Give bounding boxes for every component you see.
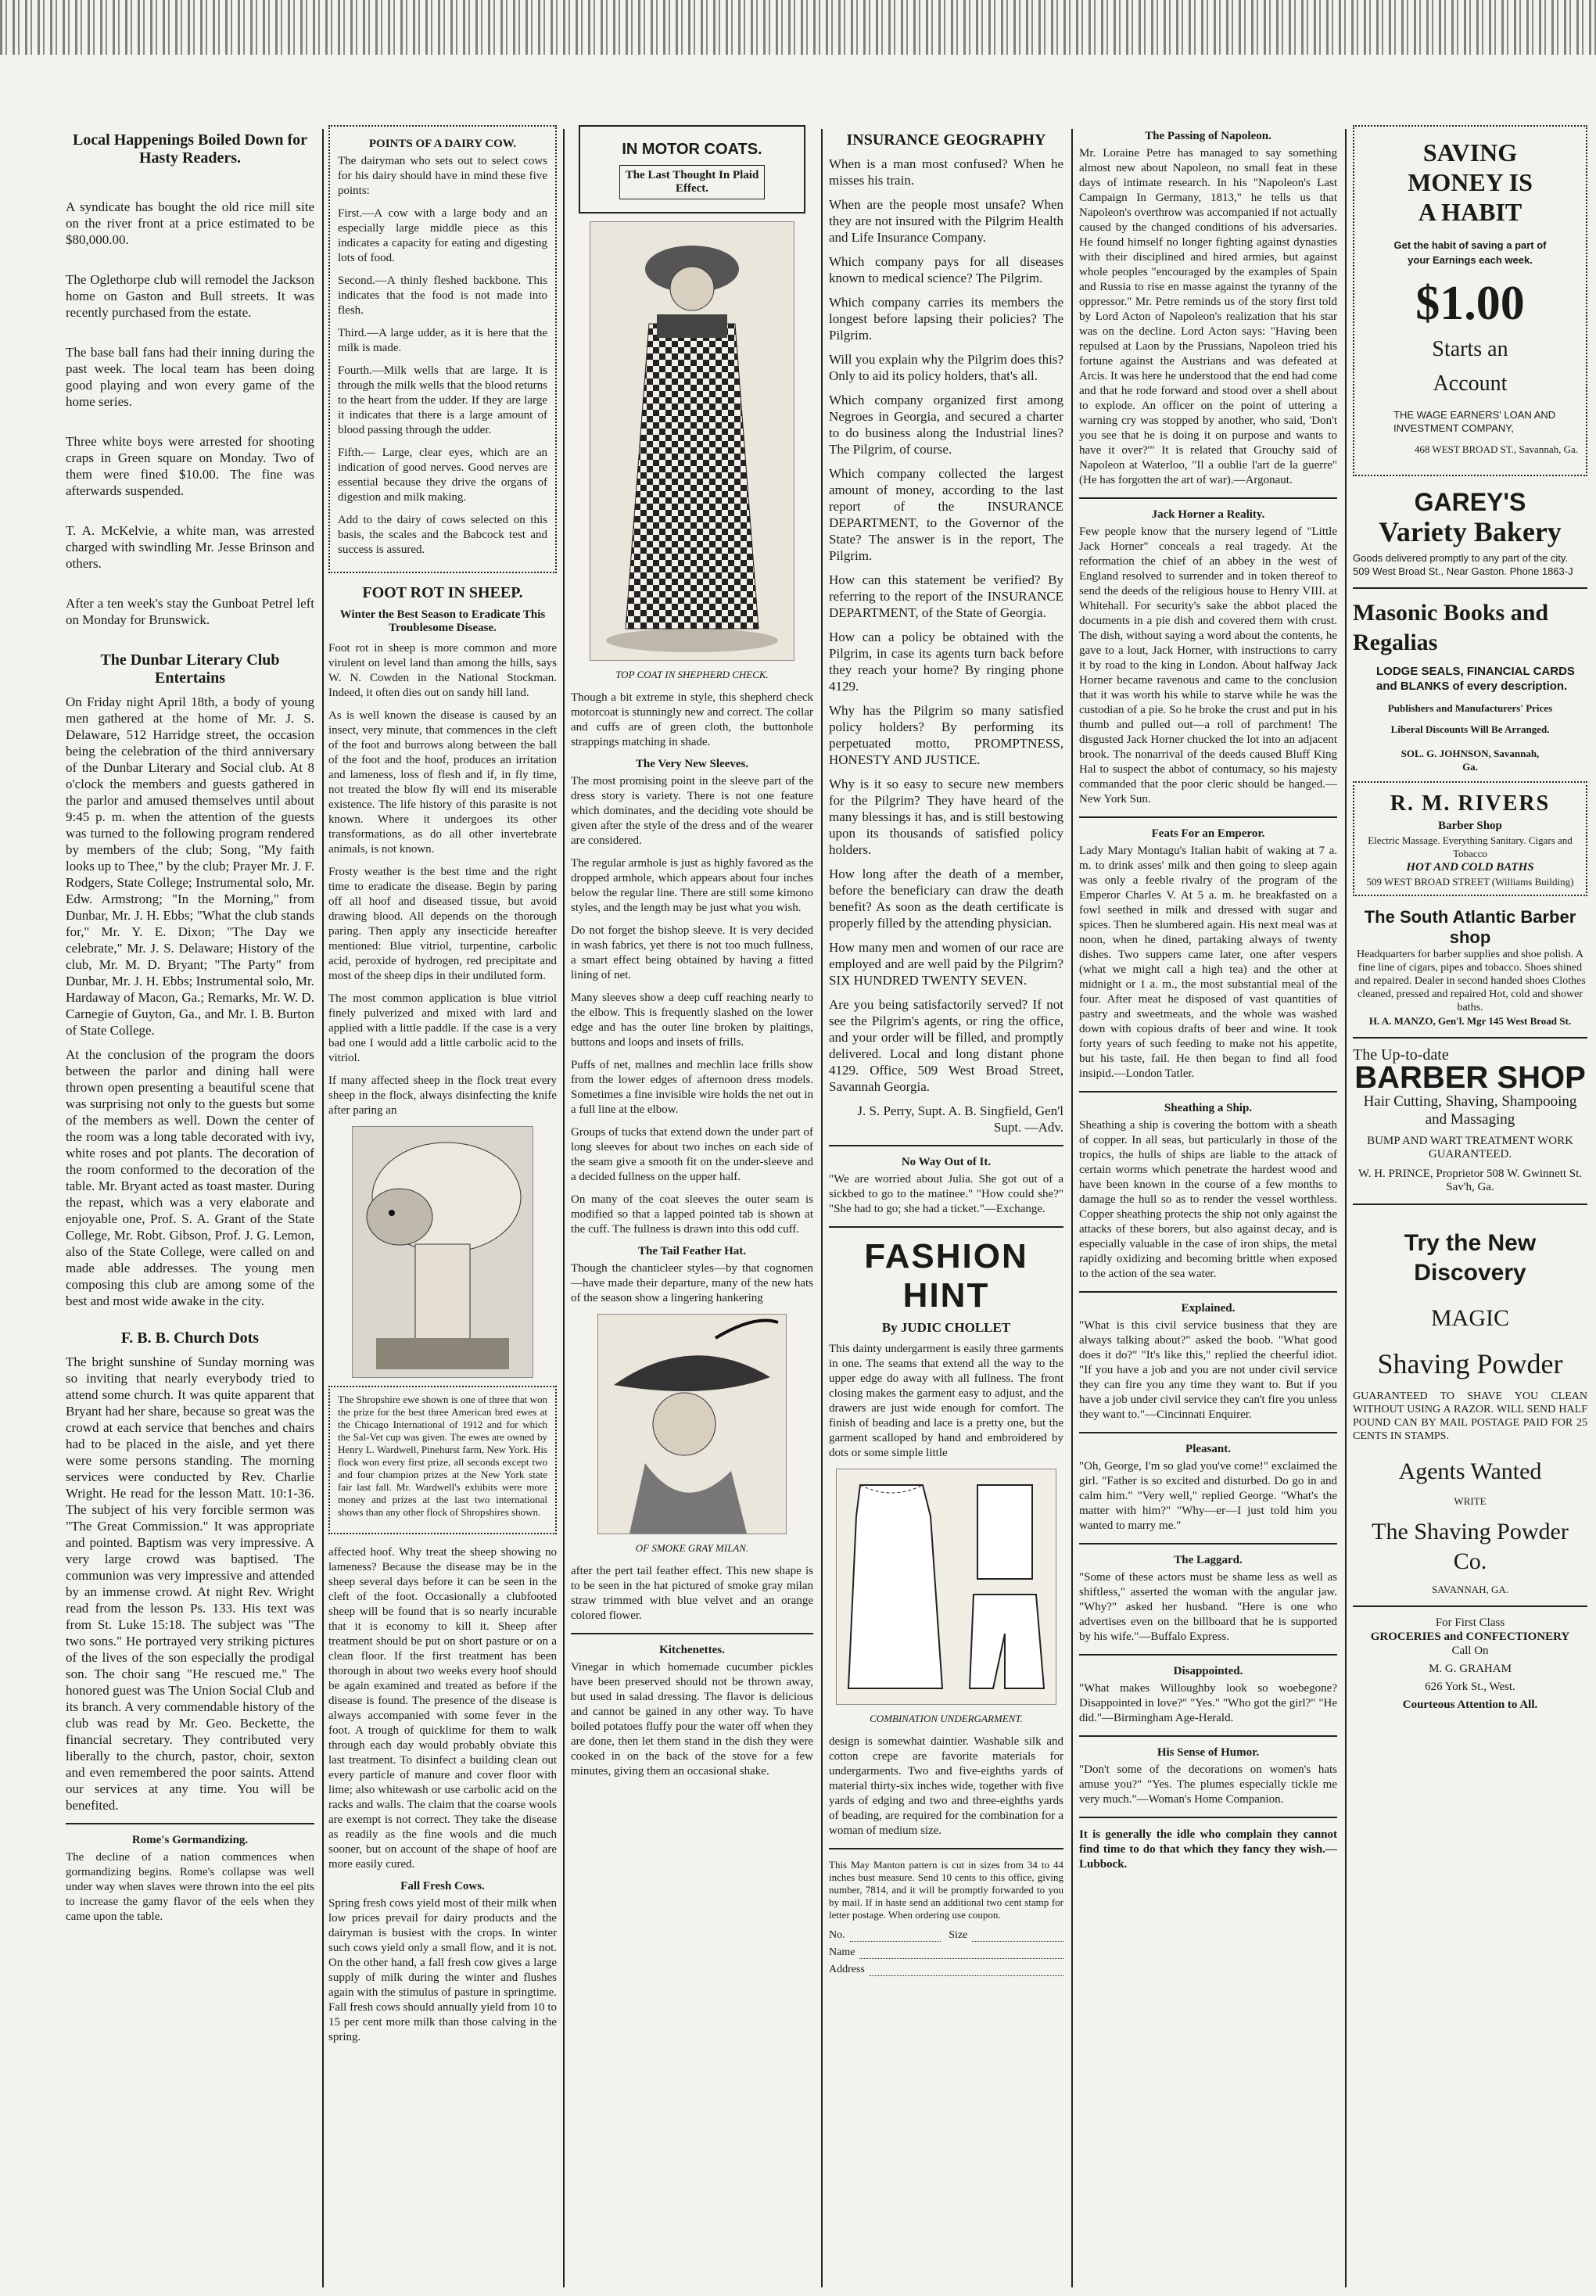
insurance-paragraph: How long after the death of a member, before the beneficiary can draw the death benefit? As soon as the death certificate is properly filled by the attending physician. xyxy=(829,866,1063,931)
sleeves-headline: The Very New Sleeves. xyxy=(635,758,749,770)
sab-details: Headquarters for barber supplies and shoe polish. A fine line of cigars, pipes and tobacco. Shoes shined and repaired. Dealer in second handed shoes Clothes cleaned, pressed and repaired Hot, cold and shower baths. xyxy=(1354,949,1586,1013)
rome-article: The decline of a nation commences when gormandizing begins. Rome's collapse was well under way when slaves were thrown into the eel pits to increase the gamy flavor of the eels when they came upon the table. xyxy=(66,1851,314,1923)
divider xyxy=(1079,1654,1337,1656)
garey-details: Goods delivered promptly to any part of the city. 509 West Broad St., Near Gaston. Phone 1863-J xyxy=(1353,552,1573,577)
dairy-paragraph: Third.—A large udder, as it is here that the milk is made. xyxy=(338,327,547,354)
column-6-ads xyxy=(1353,125,1587,1720)
foot-rot-paragraph: If many affected sheep in the flock treat every sheep in the flock, always disinfecting the knife after paring an xyxy=(328,1074,557,1117)
graham-title: GROCERIES and CONFECTIONERY xyxy=(1370,1631,1570,1643)
humor-article: "Don't some of the decorations on women's hats amuse you?" "Yes. The plumes especially tickle me very much."—Woman's Home Companion. xyxy=(1079,1763,1337,1806)
foot-rot-paragraph: The most common application is blue vitriol finely pulverized and mixed with lard and applied with a little paddle. If the case is a very bad one I would add a little carbolic acid to the vitriol. xyxy=(328,992,557,1064)
sheep-illustration xyxy=(352,1126,533,1378)
tail-feather-article: Though the chanticleer styles—by that cognomen—have made their departure, many of the new hats of the season show a lingering hankering xyxy=(571,1262,813,1304)
divider xyxy=(1079,497,1337,499)
insurance-headline: INSURANCE GEOGRAPHY xyxy=(846,131,1046,149)
divider xyxy=(1079,1291,1337,1293)
fall-fresh-article: Spring fresh cows yield most of their milk when low prices prevail for dairy products and the dairyman is busiest with the crops. In winter such cows yield only a small flow, and it is not. On the other hand, a fall fresh cow gives a large supply of milk during the winter and flushes again with the stimulus of pasture in springtime. Fall fresh cows should annually yield from 10 to 15 per cent more milk than those calving in the spring. xyxy=(328,1897,557,2043)
divider xyxy=(66,1823,314,1824)
masonic-ad xyxy=(1353,598,1587,773)
sleeves-paragraph: Groups of tucks that extend down the under part of long sleeves for about two inches on each side of the seam give a smooth fit on the under-sleeve and a decided fullness on the upper half. xyxy=(571,1126,813,1183)
coupon-name-field[interactable] xyxy=(829,1946,1063,1959)
local-item: The Oglethorpe club will remodel the Jackson home on Gaston and Bull streets. It was recently purchased from the estate. xyxy=(66,272,314,320)
no-way-headline: No Way Out of It. xyxy=(901,1156,992,1168)
horner-headline: Jack Horner a Reality. xyxy=(1151,508,1265,521)
rome-headline: Rome's Gormandizing. xyxy=(131,1834,249,1846)
insurance-paragraph: Will you explain why the Pilgrim does this? Only to aid its policy holders, that's all. xyxy=(829,352,1063,383)
local-happenings-headline: Local Happenings Boiled Down for Hasty Readers. xyxy=(72,131,308,167)
divider xyxy=(1079,1543,1337,1544)
foot-rot-subhead: Winter the Best Season to Eradicate This Troublesome Disease. xyxy=(339,608,546,634)
insurance-paragraph: Are you being satisfactorily served? If not see the Pilgrim's agents, or ring the office, and your order will be filled, and promptly delivered. Local and long distant phone 4129. Office, 509 West Broad Street, Savannah Georgia. xyxy=(829,997,1063,1094)
humor-headline: His Sense of Humor. xyxy=(1157,1746,1260,1759)
hat-illustration xyxy=(597,1314,787,1534)
horner-article: Few people know that the nursery legend of "Little Jack Horner" conceals a real tragedy. At the reformation the chief of an abbey in the west of England resolved to surrender and in token thereof to send the deeds of the religious house to Henry VIII. at Whitehall. For security's sake the abbot placed the documents in a pie dish and covered them with crust. The dish, without saying a word about the contents, he gave to a lout, Jack Horner, with instructions to carry it by road to the king in London. About halfway Jack Horner became ravenous and came to the conclusion that it was worth his while to starve while he was the custodian of a pie. So he broke the crust and put in his thumb and pulled out—a roll of parchment! The disgusted Jack Horner chucked the lot into an adjacent brook. The nonarrival of the deeds caused Bluff King Hal to suspect the abbot of contumacy, so his majesty commanded that the poor cleric should be hanged.—New York Sun. xyxy=(1079,526,1337,805)
agents-write: WRITE xyxy=(1454,1495,1487,1507)
sheep-caption: The Shropshire ewe shown is one of three that won the prize for the best three American bred ewes at the Chicago International of 1912 and for which the Sal-Vet cup was given. The ewes are owned by Henry L. Wardwell, Pinehurst farm, New York. His flock won every first prize, all seconds except two and four champion prizes at the New York state fair last fall. Mr. Wardwell's exhibits were more money and prizes at the last two international shows than any other flock of Shropshires shown. xyxy=(338,1394,547,1518)
disappointed-article: "What makes Willoughby look so woebegone? Disappointed in love?" "Yes." "Who got the girl?" "He did."—Birmingham Age-Herald. xyxy=(1079,1682,1337,1724)
explained-headline: Explained. xyxy=(1181,1302,1236,1315)
insurance-paragraph: Why has the Pilgrim so many satisfied policy holders? By performing its perpetuated motto, PROMPTNESS, HONESTY AND JUSTICE. xyxy=(829,703,1063,767)
column-rule xyxy=(1071,129,1073,2287)
fashion-paragraph: design is somewhat daintier. Washable silk and cotton crepe are favorite materials for undergarments. Two and five-eighths yards of material thirty-six inches wide, together with five yards of edging and two and three-eighths yards of beading, are required for the combination for a woman of medium size. xyxy=(829,1735,1063,1837)
coupon-address-label: Address xyxy=(829,1964,865,1975)
motor-coats-headline: IN MOTOR COATS. xyxy=(622,141,762,158)
insurance-paragraph: When are the people most unsafe? When they are not insured with the Pilgrim Health and Life Insurance Company. xyxy=(829,197,1063,245)
updated-title: BARBER SHOP xyxy=(1354,1060,1586,1095)
undergarment-caption: COMBINATION UNDERGARMENT. xyxy=(870,1713,1023,1724)
rivers-ad xyxy=(1353,781,1587,896)
motor-coats-box xyxy=(579,125,805,213)
column-5 xyxy=(1079,125,1337,1880)
sleeves-paragraph: Do not forget the bishop sleeve. It is very decided in wash fabrics, yet there is not too much fullness, a smart effect being obtained by having a fitted lining of net. xyxy=(571,924,813,981)
shaving-company: The Shaving Powder Co. xyxy=(1372,1519,1569,1574)
coupon-number-field[interactable] xyxy=(829,1929,1063,1942)
motor-coats-subhead: The Last Thought In Plaid Effect. xyxy=(625,169,759,195)
insurance-paragraph: How many men and women of our race are employed and are well paid by the Pilgrim? SIX HUNDRED TWENTY SEVEN. xyxy=(829,940,1063,988)
coat-caption: TOP COAT IN SHEPHERD CHECK. xyxy=(615,669,769,680)
napoleon-article: Mr. Loraine Petre has managed to say something almost new about Napoleon, no small feat in these days of intimate research. In his "Napoleon's Last Campaign In Germany, 1813," he tells us that Napoleon's overthrow was accompanied if not actually caused by the changed conditions of his adversaries. He found himself no longer fighting against dynasties with their disciplined and hired armies, but against whole peoples "encouraged by the examples of Spain and Russia to rise en masse against the tyranny of the oppressor." Mr. Petre reminds us of the story first told by Lord Acton of Napoleon's realization that his star was on the decline. Lord Acton says: "Having been repulsed at Laon by the Prussians, Napoleon tried his fortune against the Austrians and was defeated at Arcis. It was here he understood that the end had come and that he rode forward and stood over a shell about to explode. An officer on the point of uttering a warning cry was stopped by another, who said, 'Don't you see that he is doing it on purpose and wants to have it over?'" It is related that Grouchy said of Napoleon at Waterloo, "Il a oublie l'art de la guerre" (He has forgotten the art of war).—Argonaut. xyxy=(1079,147,1337,486)
rivers-title: Barber Shop xyxy=(1438,820,1502,832)
foot-rot-paragraph: affected hoof. Why treat the sheep showing no lameness? Because the disease may be in the sheep several days before it can be seen in the cleft of the foot. Occasionally a clubfooted sheep will be found that is so nearly incurable that it is economy to kill it. Sheep after treatment should be put on short pasture or on a clean floor. If the first treatment has been thorough in about two weeks every hoof should be again examined and treated as before if the disease is found. The presence of the disease is always accompanied with some fever in the foot. A trough of quicklime for them to walk through each day would probably obviate this last treatment. To disinfect a building clean out every particle of manure and cover floor with lime; also whitewash or use carbolic acid on the racks and walls. The claim that the coarse wools are exempt is not correct. They take the disease as readily as the fine wools and die much sooner, but on account of the shape of hoof are more easily cured. xyxy=(328,1546,557,1871)
masonic-title: Masonic Books and Regalias xyxy=(1353,600,1549,655)
updated-warrant: BUMP AND WART TREATMENT WORK GUARANTEED. xyxy=(1367,1135,1573,1161)
dairy-paragraph: Add to the dairy of cows selected on this basis, the scales and the Babcock test and success is assured. xyxy=(338,514,547,556)
sleeves-paragraph: The regular armhole is just as highly favored as the dropped armhole, which appears about four inches below the regular line. There are still some kimono styles, and the length may be just what you wish. xyxy=(571,857,813,914)
column-rule xyxy=(322,129,324,2287)
dairy-paragraph: Second.—A thinly fleshed backbone. This indicates that the food is not made into flesh. xyxy=(338,274,547,317)
divider xyxy=(571,1633,813,1634)
graham-name: M. G. GRAHAM xyxy=(1429,1663,1512,1675)
sleeves-paragraph: Puffs of net, mallnes and mechlin lace frills show from the lower edges of afternoon dress models. Sometimes a fine invisible wire holds the net out in a full line at the elbow. xyxy=(571,1059,813,1116)
fbb-headline: F. B. B. Church Dots xyxy=(120,1329,260,1347)
hat-article: after the pert tail feather effect. This new shape is to be seen in the hat pictured of smoke gray milan straw trimmed with blue velvet and an orange colored flower. xyxy=(571,1565,813,1622)
column-rule xyxy=(821,129,823,2287)
divider xyxy=(1353,1204,1587,1205)
idle-quip: It is generally the idle who complain they cannot find time to do that which they fancy they wish.—Lubbock. xyxy=(1079,1828,1337,1871)
emperor-headline: Feats For an Emperor. xyxy=(1151,827,1265,840)
rivers-baths: HOT AND COLD BATHS xyxy=(1406,861,1534,874)
sab-title: The South Atlantic Barber shop xyxy=(1364,907,1576,947)
laggard-article: "Some of these actors must be shame less as well as shiftless," asserted the woman with the angular jaw. "Why?" asked her husband. "Here is one who advertises even on the billboard that he is supported by his wife."—Buffalo Express. xyxy=(1079,1571,1337,1643)
sheep-caption-box xyxy=(328,1386,557,1534)
insurance-paragraph: Which company carries its members the longest before lapsing their policies? The Pilgrim. xyxy=(829,295,1063,343)
insurance-paragraph: How can a policy be obtained with the Pilgrim, in case its agents turn back before they reach your home? By ringing phone 4129. xyxy=(829,630,1063,694)
foot-rot-paragraph: Frosty weather is the best time and the right time to eradicate the disease. Begin by paring off all hoof and diseased tissue, but avoid drawing blood. All depends on the thorough paring. Then apply any insecticide hereafter mentioned: Blue vitriol, turpentine, carbolic acid, peroxide of hydrogen, red precipitate and most of the sheep dips in their undiluted form. xyxy=(328,866,557,982)
insurance-signature: J. S. Perry, Supt. A. B. Singfield, Gen'l Supt. —Adv. xyxy=(857,1103,1063,1135)
divider xyxy=(1079,1817,1337,1818)
graham-tagline: Courteous Attention to All. xyxy=(1402,1699,1538,1711)
coat-description: Though a bit extreme in style, this shepherd check motorcoat is stunningly new and correct. The collar and cuffs are of green cloth, the buttonhole strappings matching in shade. xyxy=(571,691,813,748)
kitchenettes-article: Vinegar in which homemade cucumber pickles have been preserved should not be thrown away, but used in salad dressing. The flavor is delicious and cannot be gained in any other way. To have boiled potatoes fluffy pour the water off when they are done, then let them stand in the dish they were cooked in on the back of the stove for a few minutes, giving them an occasional shake. xyxy=(571,1661,813,1778)
divider xyxy=(1079,1735,1337,1737)
sheathing-article: Sheathing a ship is covering the bottom with a sheath of copper. In all seas, but particularly in those of the tropics, the hulls of ships are liable to the attack of certain worms which penetrate the hardest wood and have been known in the course of a few months to damage the hull so as to render the vessel worthless. Copper sheathing protects the ship not only against the attacks of these borers, but also against decay, and is especially valuable in the case of iron ships, the metal rapidly oxidizing and becoming brittle when exposed to the action of the sea water. xyxy=(1079,1119,1337,1280)
foot-rot-paragraph: As is well known the disease is caused by an insect, very minute, that commences in the cleft of the foot and burrows along between the ball of the foot and the hoof, produces an irritation and lameness, loss of flesh and if, in fly time, not treated the blow fly will end its miserable existence. The life history of this parasite is not known. Where it undergoes its other transformations, as do all other invertebrate animals, is not known. xyxy=(328,709,557,856)
explained-article: "What is this civil service business that they are always talking about?" asked the boob. "What good does it do?" "It's like this," replied the cheerful idiot. "If you have a job and you are not under civil service they can fire you any time they want to. But if you have a job under civil service they can't fire you unless they want to."—Cincinnati Enquirer. xyxy=(1079,1319,1337,1421)
coupon-number-label: No. xyxy=(829,1929,845,1941)
magic-line: MAGIC xyxy=(1430,1305,1509,1331)
column-rule xyxy=(563,129,565,2287)
insurance-paragraph: Why is it so easy to secure new members for the Pilgrim? They have heard of the many blessings it has, and is still bestowing upon its thousands of satisfied policy holders. xyxy=(829,777,1063,857)
hat-caption: OF SMOKE GRAY MILAN. xyxy=(635,1542,749,1554)
scan-edge-top xyxy=(0,0,1596,55)
saving-line: MONEY IS xyxy=(1408,168,1533,196)
garey-ad xyxy=(1353,487,1587,578)
divider xyxy=(1079,816,1337,818)
no-way-article: "We are worried about Julia. She got out of a sickbed to go to the matinee." "How could she?" "She had to go; she had a ticket."—Exchange. xyxy=(829,1173,1063,1215)
agents-wanted: Agents Wanted xyxy=(1398,1458,1542,1484)
laggard-headline: The Laggard. xyxy=(1174,1554,1243,1566)
magic-line: Shaving Powder xyxy=(1377,1348,1563,1379)
fall-fresh-headline: Fall Fresh Cows. xyxy=(400,1880,485,1892)
dairy-paragraph: Fifth.— Large, clear eyes, which are an indication of good nerves. Good nerves are essential because they drive the organs of digestion and milk making. xyxy=(338,447,547,504)
dairy-paragraph: The dairyman who sets out to select cows for his dairy should have in mind these five points: xyxy=(338,155,547,197)
insurance-paragraph: When is a man most confused? When he misses his train. xyxy=(829,156,1063,188)
dunbar-article: On Friday night April 18th, a body of young men gathered at the home of Mr. J. S. Delaware, 512 Harridge street, the occasion being the celebration of the third anniversary of the Dunbar Literary and Social club. At 8 o'clock the members and guests gathered in the parlor and amused themselves until about 9:45 p. m. when the attention of the guests was turned to the following program rendered by members of the club; Song, "My faith looks up to Thee," by the club; Prayer Mr. J. F. Rodgers, State College; Instrumental solo, Mr. Edw. Armstrong; "In the Morning," from Dunbar, Mr. J. H. Ebbs; "What the club stands for," Mr. Y. E. Dixon; "The Day we celebrate," Mr. J. S. Delaware; History of the club, Mr. M. D. Bryant; "The Party" from Dunbar, Mr. J. H. Ebbs; Instrumental solo, Mr. Hardaway of Macon, Ga.; Remarks, Mr. W. D. Carnegie of Guyton, Ga., and Mr. I. B. Burton of State College. xyxy=(66,694,314,1038)
saving-line: SAVING xyxy=(1422,138,1518,167)
foot-rot-headline: FOOT ROT IN SHEEP. xyxy=(362,584,523,601)
graham-ad xyxy=(1353,1616,1587,1712)
saving-line: A HABIT xyxy=(1418,198,1522,226)
coupon-size-label: Size xyxy=(949,1929,968,1941)
dairy-paragraph: First.—A cow with a large body and an especially large middle piece as this indicates a capacity for eating and digesting lots of food. xyxy=(338,207,547,264)
local-item: The base ball fans had their inning during the past week. The local team has been doing good playing and won every game of the home series. xyxy=(66,345,314,409)
foot-rot-paragraph: Foot rot in sheep is more common and more virulent on level land than among the hills, says W. N. Cowden in the National Stockman. Indeed, it often dies out on sandy hill land. xyxy=(328,642,557,699)
divider xyxy=(1079,1432,1337,1433)
divider xyxy=(829,1848,1063,1849)
magic-details: GUARANTEED TO SHAVE YOU CLEAN WITHOUT USING A RAZOR. WILL SEND HALF POUND CAN BY MAIL POSTAGE PAID FOR 25 CENTS IN STAMPS. xyxy=(1353,1390,1587,1442)
local-item: After a ten week's stay the Gunboat Petrel left on Monday for Brunswick. xyxy=(66,596,314,627)
tail-feather-headline: The Tail Feather Hat. xyxy=(637,1245,747,1257)
masonic-publishers: Publishers and Manufacturers' Prices xyxy=(1387,702,1553,714)
saving-money-ad xyxy=(1353,125,1587,476)
sleeves-paragraph: Many sleeves show a deep cuff reaching nearly to the elbow. This is frequently slashed on the lower edge and has the outer line broken by plaitings, buttons and loops and insets of frills. xyxy=(571,992,813,1049)
column-4 xyxy=(829,125,1063,1981)
divider xyxy=(1353,1605,1587,1607)
disappointed-headline: Disappointed. xyxy=(1173,1665,1243,1677)
fashion-paragraph: This dainty undergarment is easily three garments in one. The seams that extend all the way to the upper edge do away with all fullness. The front closing makes the garment easy to adjust, and the drawers are just wide enough for comfort. The finish of beading and lace is a pretty one, but the garment scalloped by hand and embroidered by dots or some simple little xyxy=(829,1343,1063,1459)
pleasant-headline: Pleasant. xyxy=(1185,1443,1231,1455)
dairy-headline: POINTS OF A DAIRY COW. xyxy=(368,138,517,150)
column-2 xyxy=(328,125,557,2053)
dunbar-article: At the conclusion of the program the doors between the parlor and dining hall were thrown open presenting a beautiful scene that was surprising not only to the guests but some of the members as well. Down the center of the room was a long table decorated with ivy, white roses and pot plants. The decoration of the room conformed to the decoration of the table. Mr. Bryant acted as toast master. During the repast, which was a very elaborate and enjoyable one, Prof. S. A. Grant of the State College, Mr. Robt. Gibson, Prof. J. G. Lemon, also of the State College, were called on and made able addresses. The young men composing this club are among some of the best and most wide awake in the city. xyxy=(66,1047,314,1308)
pattern-notice: This May Manton pattern is cut in sizes from 34 to 44 inches bust measure. Send 10 cents to this office, giving number, 7814, and it will be promptly forwarded to you by mail. If in haste send an additional two cent stamp for letter postage. When ordering use coupon. xyxy=(829,1859,1063,1921)
emperor-article: Lady Mary Montagu's Italian habit of waking at 7 a. m. to drink asses' milk and then going to sleep again was only a feeble rivalry of the program of the Emperor Charles V. At 5 a. m. he breakfasted on a fowl seethed in milk and dressed with sugar and spices. Then he slumbered again. His next meal was at noon, when he dined, partaking always of twenty dishes. Two suppers came later, one after vespers (what we might call a high tea) and the other at midnight or 1 a. m., the most substantial meal of the four. After meat he disposed of vast quantities of pastry and sweetmeats, and the whole was washed down with copious drafts of beer and wine. It took forty years of such feeding to make not his appetite, but his taste, fail. He then began to find all food insipid.—London Tatler. xyxy=(1079,845,1337,1080)
sleeves-paragraph: The most promising point in the sleeve part of the dress story is variety. There is not one feature which dominates, and the deciding vote should be given after the style of the dress and of the wearer are considered. xyxy=(571,775,813,847)
divider xyxy=(1079,1091,1337,1092)
dairy-cow-box xyxy=(328,125,557,573)
fashion-hint-headline: FASHION HINT xyxy=(864,1237,1028,1315)
napoleon-headline: The Passing of Napoleon. xyxy=(1145,130,1271,142)
insurance-paragraph: Which company collected the largest amount of money, according to the last report of the INSURANCE DEPARTMENT, to the Governor of the State? The answer is in the report, The Pilgrim. xyxy=(829,466,1063,563)
saving-account: Account xyxy=(1433,371,1508,396)
undergarment-illustration xyxy=(836,1469,1056,1705)
graham-address: 626 York St., West. xyxy=(1425,1681,1515,1693)
updated-owner: W. H. PRINCE, Proprietor 508 W. Gwinnett St. Sav'h, Ga. xyxy=(1357,1168,1583,1193)
magic-line: Try the New Discovery xyxy=(1404,1230,1537,1286)
dunbar-headline: The Dunbar Literary Club Entertains xyxy=(100,651,280,687)
kitchenettes-headline: Kitchenettes. xyxy=(659,1644,725,1656)
dairy-paragraph: Fourth.—Milk wells that are large. It is through the milk wells that the blood returns to the heart from the udder. If they are large it indicates that there is a large amount of blood passing through the udder. xyxy=(338,364,547,436)
sab-manager: H. A. MANZO, Gen'l. Mgr 145 West Broad St. xyxy=(1368,1015,1572,1027)
garey-title: Variety Bakery xyxy=(1379,516,1562,547)
fashion-byline: By JUDIC CHOLLET xyxy=(881,1320,1011,1335)
column-3 xyxy=(571,125,813,1787)
saving-address: 468 WEST BROAD ST., Savannah, Ga. xyxy=(1414,443,1578,455)
coupon-address-field[interactable] xyxy=(829,1964,1063,1976)
insurance-paragraph: Which company pays for all diseases known to medical science? The Pilgrim. xyxy=(829,254,1063,285)
masonic-owner: SOL. G. JOHNSON, Savannah, Ga. xyxy=(1401,748,1540,773)
fbb-article: The bright sunshine of Sunday morning was so inviting that nearly everybody tried to attend some church. It was quite apparent that Bryant had her share, because so great was the crowd at each service that benches and chairs had to be placed in the aisle, and yet there were some persons standing. The morning services were conducted by Rev. Charlie Wright. He read for the lesson Matt. 10:1-36. The subject of his very forcible sermon was "The Great Commission." It was appropriate and pointed. Baptism was very impressive. A very large crowd was baptised. The communion was very impressive and attended by an immense crowd. At night Rev. Wright read from the lesson Ps. 133. His text was from St. Luke 15:18. The subject was "The two sons." He portrayed very striking pictures of the lives of the son especially the prodigal son. The choir sang "He rescued me." The honored guest was The Union Social Club and its branch. A very commendable history of the club was read by Mr. Geo. Beckette, the financial secretary. They contributed very liberally to the church, pastor, choir, sexton and even remembered the poor saints. Attend our services at any time. You will be benefited. xyxy=(66,1354,314,1813)
divider xyxy=(829,1226,1063,1228)
local-item: Three white boys were arrested for shooting craps in Green square on Monday. Two of them were fined $10.00. The fine was afterwards suspended. xyxy=(66,434,314,498)
saving-amount: $1.00 xyxy=(1415,277,1525,330)
masonic-discount: Liberal Discounts Will Be Arranged. xyxy=(1390,723,1550,735)
magic-shaving-ad xyxy=(1353,1229,1587,1596)
sleeves-paragraph: On many of the coat sleeves the outer seam is modified so that a lapped pointed tab is shown at the cuff. The fullness is drawn into this odd cuff. xyxy=(571,1193,813,1236)
pleasant-article: "Oh, George, I'm so glad you've come!" exclaimed the girl. "Father is so excited and disturbed. Do go in and calm him." "Very well," replied George. "What's the matter with him?" "Why—er—I just told him you wanted to marry me." xyxy=(1079,1460,1337,1532)
insurance-paragraph: Which company organized first among Negroes in Georgia, and secured a charter to do business along the Industrial lines? The Pilgrim, of course. xyxy=(829,393,1063,457)
garey-name: GAREY'S xyxy=(1414,488,1526,516)
up-to-date-barber-ad xyxy=(1353,1048,1587,1194)
saving-tagline: Get the habit of saving a part of your Earnings each week. xyxy=(1393,239,1547,266)
rivers-details: Electric Massage. Everything Sanitary. Cigars and Tobacco xyxy=(1368,834,1573,859)
graham-call: Call On xyxy=(1451,1645,1489,1657)
divider xyxy=(829,1145,1063,1146)
sheathing-headline: Sheathing a Ship. xyxy=(1164,1102,1253,1114)
local-item: A syndicate has bought the old rice mill site on the river front at a price estimated to be $80,000.00. xyxy=(66,199,314,247)
rivers-name: R. M. RIVERS xyxy=(1390,791,1551,816)
column-1 xyxy=(66,125,314,1932)
insurance-paragraph: How can this statement be verified? By referring to the report of the INSURANCE DEPARTMENT, of the State of Georgia. xyxy=(829,572,1063,620)
plaid-coat-illustration xyxy=(590,221,794,661)
south-atlantic-ad xyxy=(1353,907,1587,1028)
divider xyxy=(1353,1037,1587,1039)
saving-starts: Starts an xyxy=(1432,337,1508,361)
updated-pre: The Up-to-date xyxy=(1353,1046,1449,1064)
updated-details: Hair Cutting, Shaving, Shampooing and Massaging xyxy=(1363,1093,1577,1128)
divider xyxy=(1353,587,1587,589)
saving-company: THE WAGE EARNERS' LOAN AND INVESTMENT COMPANY, xyxy=(1393,409,1556,434)
masonic-items: LODGE SEALS, FINANCIAL CARDS and BLANKS of every description. xyxy=(1376,665,1575,693)
coupon-name-label: Name xyxy=(829,1946,855,1958)
rivers-address: 509 WEST BROAD STREET (Williams Building) xyxy=(1366,876,1574,888)
shaving-city: SAVANNAH, GA. xyxy=(1431,1584,1509,1595)
graham-pre: For First Class xyxy=(1435,1616,1505,1629)
local-item: T. A. McKelvie, a white man, was arrested charged with swindling Mr. Jesse Brinson and others. xyxy=(66,523,314,571)
column-rule xyxy=(1345,129,1347,2287)
